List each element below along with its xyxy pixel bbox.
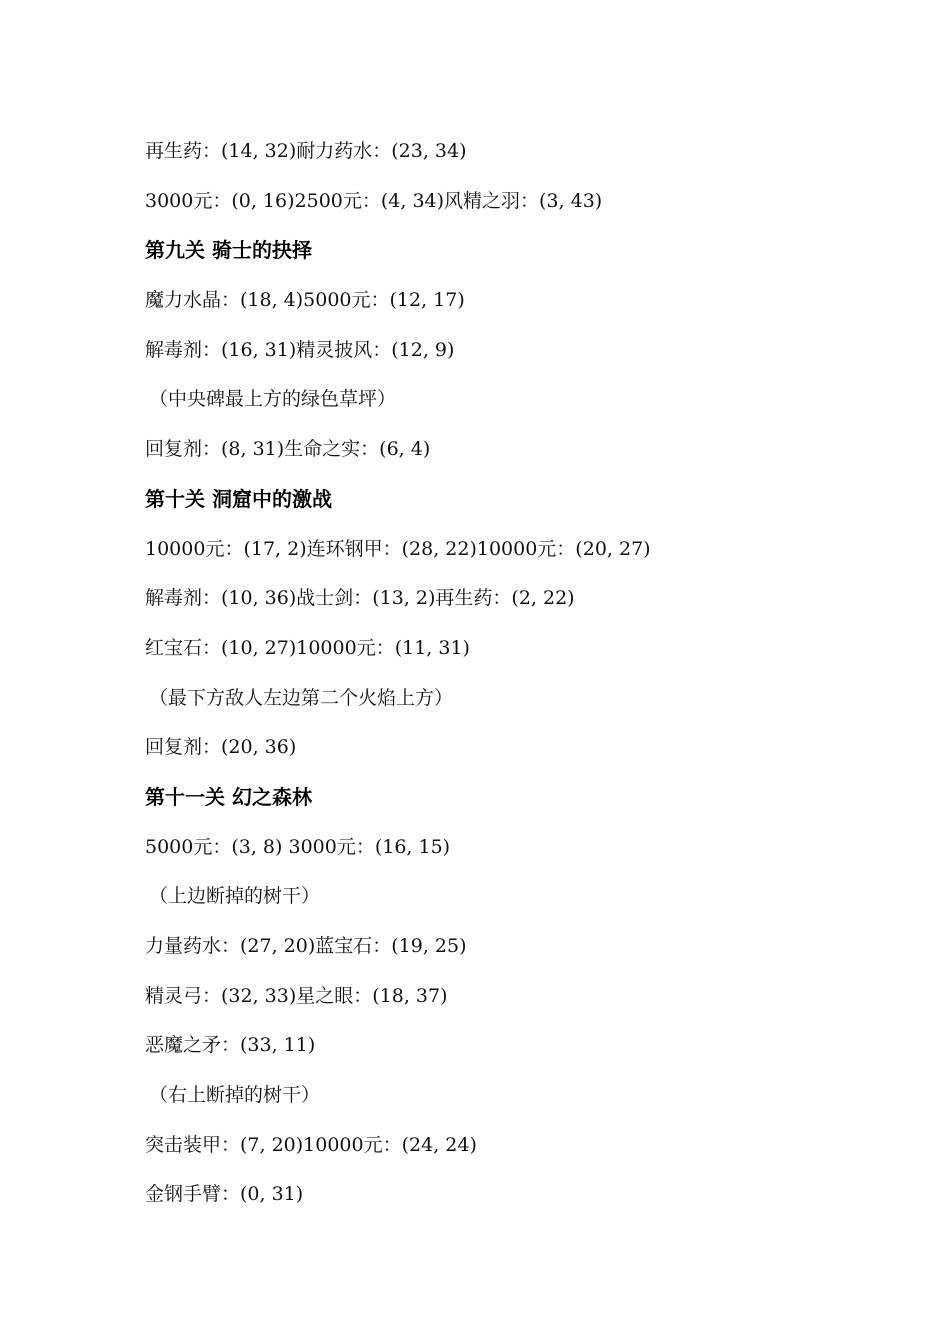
item-line: 金钢手臂：(0, 31) [145, 1183, 304, 1206]
item-line: 解毒剂：(16, 31)精灵披风：(12, 9) [145, 338, 455, 361]
item-line: 解毒剂：(10, 36)战士剑：(13, 2)再生药：(2, 22) [145, 587, 575, 610]
item-line: 3000元：(0, 16)2500元：(4, 34)风精之羽：(3, 43) [145, 189, 603, 212]
item-line: 突击装甲：(7, 20)10000元：(24, 24) [145, 1133, 477, 1156]
level-heading: 第十关 洞窟中的激战 [145, 486, 332, 511]
item-line: 魔力水晶：(18, 4)5000元：(12, 17) [145, 289, 465, 312]
item-line: 10000元：(17, 2)连环钢甲：(28, 22)10000元：(20, 27) [145, 537, 651, 560]
item-line: 再生药：(14, 32)耐力药水：(23, 34) [145, 140, 467, 162]
level-heading: 第十一关 幻之森林 [145, 784, 312, 809]
location-note: （上边断掉的树干） [149, 885, 321, 908]
item-line: 红宝石：(10, 27)10000元：(11, 31) [145, 636, 470, 659]
item-line: 5000元：(3, 8) 3000元：(16, 15) [145, 835, 451, 858]
location-note: （中央碑最上方的绿色草坪） [149, 388, 397, 411]
location-note: （最下方敌人左边第二个火焰上方） [149, 686, 454, 709]
item-line: 力量药水：(27, 20)蓝宝石：(19, 25) [145, 935, 467, 957]
item-line: 回复剂：(8, 31)生命之实：(6, 4) [145, 438, 431, 461]
item-line: 恶魔之矛：(33, 11) [145, 1034, 316, 1057]
item-line: 回复剂：(20, 36) [145, 736, 297, 759]
item-line: 精灵弓：(32, 33)星之眼：(18, 37) [145, 984, 448, 1007]
document-body [145, 133, 885, 1226]
location-note: （右上断掉的树干） [149, 1084, 321, 1107]
level-heading: 第九关 骑士的抉择 [145, 238, 312, 263]
